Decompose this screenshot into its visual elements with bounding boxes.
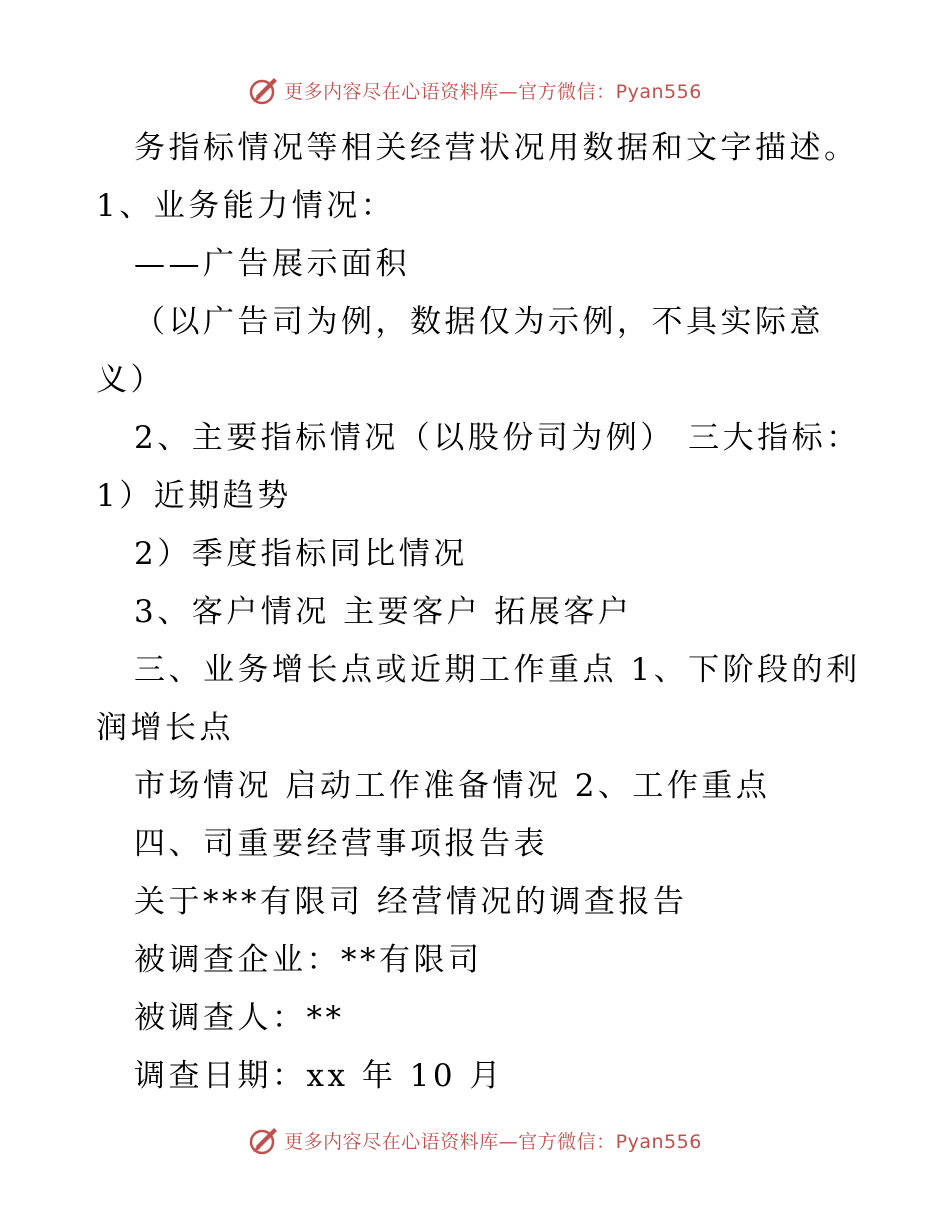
text-line: 务指标情况等相关经营状况用数据和文字描述。 — [134, 130, 859, 166]
text-line: 2）季度指标同比情况 — [134, 536, 468, 572]
text-line: 调查日期：xx 年 10 月 — [134, 1058, 504, 1094]
text-line: ——广告展示面积 — [134, 246, 410, 282]
watermark-text: 更多内容尽在心语资料库—官方微信：Pyan556 — [284, 1130, 702, 1153]
watermark-text: 更多内容尽在心语资料库—官方微信：Pyan556 — [284, 80, 702, 103]
quill-logo-icon — [248, 1124, 280, 1156]
text-line: 四、司重要经营事项报告表 — [134, 826, 548, 862]
header-watermark — [0, 70, 950, 110]
text-line: 义） — [96, 362, 165, 398]
text-line: 1）近期趋势 — [96, 478, 292, 514]
text-line: 被调查人：** — [134, 1000, 345, 1036]
text-line: 润增长点 — [96, 710, 234, 746]
text-line: 1、业务能力情况： — [96, 188, 396, 224]
text-line: 3、客户情况 主要客户 拓展客户 — [134, 594, 633, 630]
text-line: 关于***有限司 经营情况的调查报告 — [134, 884, 688, 920]
text-line: 三、业务增长点或近期工作重点 1、下阶段的利 — [134, 652, 861, 688]
text-line: 被调查企业：**有限司 — [134, 942, 483, 978]
quill-logo-icon — [248, 74, 280, 106]
text-line: （以广告司为例，数据仅为示例，不具实际意 — [134, 304, 824, 340]
text-line: 市场情况 启动工作准备情况 2、工作重点 — [134, 768, 771, 804]
text-line: 2、主要指标情况（以股份司为例） 三大指标： — [134, 420, 861, 456]
footer-watermark — [0, 1120, 950, 1160]
